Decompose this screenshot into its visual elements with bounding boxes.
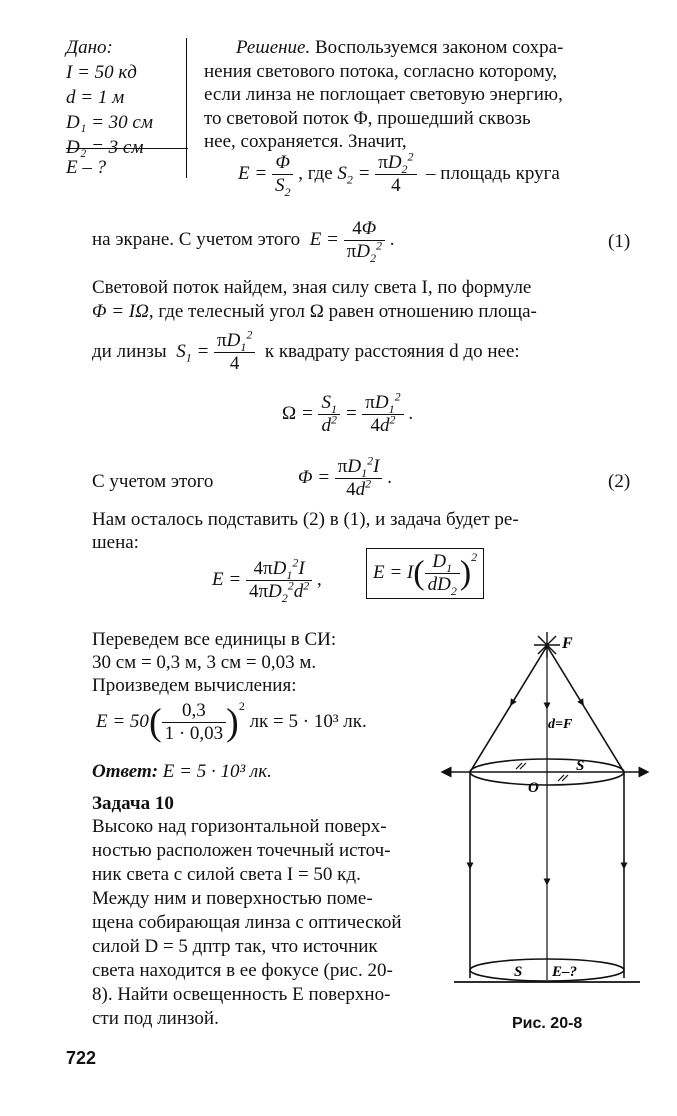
screen-text: на экране. С учетом этого [92, 228, 301, 250]
given-find: E – ? [66, 157, 107, 178]
answer-line [92, 760, 272, 784]
problem10-title: Задача 10 [92, 793, 174, 814]
figure-caption: Рис. 20-8 [512, 1015, 583, 1032]
formula-eq1: на экране. С учетом этого E = $\frac{4\Phi}{\pi D_2^2}$ . [92, 218, 395, 265]
where-text: , где [298, 162, 333, 184]
formula-eq2: Φ = $\frac{\pi D_1^2I}{4d^2}$ . [298, 453, 392, 500]
ray-right [547, 646, 624, 772]
fraction-result-boxed: $\frac{D_1}{dD_2}$ [425, 551, 460, 596]
label-spot-area: S [514, 964, 523, 980]
given-spot-diameter: D₂ = 3 см [66, 137, 144, 158]
fraction-flux: $\frac{\pi D_1^2I}{4d^2}$ [335, 456, 383, 501]
page-number: 722 [66, 1048, 97, 1068]
label-illuminance: E–? [552, 964, 578, 980]
given-distance: d = 1 м [66, 87, 125, 108]
flux-line2 [92, 300, 537, 324]
flux-formula: Φ = IΩ [92, 301, 149, 322]
si-line1: Переведем все единицы в СИ: [92, 629, 337, 650]
formula-illuminance-def: E = $\frac{\Phi}{S_2}$ , где $S_2$ = $\frac{\pi D_2^2}{4}$ – площадь круга [238, 149, 560, 199]
answer-label: Ответ: [92, 761, 159, 782]
with-this-text: С учетом этого [92, 471, 214, 492]
given-divider-horizontal [66, 148, 188, 149]
fraction-area-s1: $\frac{\pi D_1^2}{4}$ [214, 330, 255, 375]
problem10-line: ник света с силой света I = 50 кд. [92, 864, 361, 885]
figure-lens-diagram [440, 620, 650, 1000]
flux-line2-text: , где телесный угол Ω равен отношению площа- [148, 301, 537, 322]
label-focus: F [562, 635, 573, 652]
fraction-result-full: $\frac{4\pi D_1^2I}{4\pi D_2^2d^2}$ [246, 558, 312, 603]
lens-area-text-a: ди линзы [92, 340, 167, 362]
fraction-solid-angle: $\frac{\pi D_1^2}{4d^2}$ [362, 392, 403, 437]
formula-result-boxed: E = I( $\frac{D_1}{dD_2}$ )$^2$ [366, 548, 484, 599]
problem10-line: щена собирающая линза с оптической [92, 912, 402, 933]
formula-solid-angle: Ω = $\frac{S_1}{d^2}$ = $\frac{\pi D_1^2}{4d^2}$ . [282, 389, 414, 436]
fraction-phi-over-s2: $\frac{\Phi}{S_2}$ [272, 152, 294, 197]
fraction-calculation: $\frac{0,3}{1 \cdot 0,03}$ [162, 700, 227, 745]
solution-label: Решение. [236, 37, 311, 58]
solution-intro-line5: нее, сохраняется. Значит, [204, 131, 407, 152]
problem10-text [92, 815, 440, 1031]
problem10-line: ностью расположен точечный источ- [92, 840, 391, 861]
problem10-line: света находится в ее фокусе (рис. 20- [92, 960, 393, 981]
given-header: Дано: [66, 37, 113, 58]
problem10-line: Высоко над горизонтальной поверх- [92, 816, 387, 837]
formula-calculation: E = 50( $\frac{0,3}{1 \cdot 0,03}$ )$^2$ лк = 5 · 10³ лк. [96, 699, 367, 744]
label-lens-area: S [576, 758, 585, 774]
solution-intro-line4: то световой поток Φ, прошедший сквозь [204, 108, 531, 129]
solution-intro-text1: Воспользуемся законом сохра- [315, 37, 564, 58]
subst-line2: шена: [92, 532, 139, 553]
equation-number-1: (1) [608, 231, 631, 252]
formula-lens-area: ди линзы $S_1$ = $\frac{\pi D_1^2}{4}$ к квадрату расстояния d до нее: [92, 327, 520, 374]
given-intensity: I = 50 кд [66, 62, 137, 83]
problem10-line: 8). Найти освещенность E поверхно- [92, 984, 391, 1005]
subst-line1: Нам осталось подставить (2) в (1), и задача будет ре- [92, 509, 519, 530]
flux-line1: Световой поток найдем, зная силу света I, по формуле [92, 277, 532, 298]
solution-intro-line1 [236, 36, 563, 60]
given-block [66, 36, 186, 161]
lens-area-text-b: к квадрату расстояния d до нее: [264, 340, 520, 362]
area-text: – площадь круга [426, 162, 560, 184]
given-divider-vertical [186, 38, 187, 178]
label-lens-center: O [528, 780, 539, 796]
problem10-line: Между ним и поверхностью поме- [92, 888, 373, 909]
fraction-s1-over-d2: $\frac{S_1}{d^2}$ [318, 392, 340, 437]
ray-left [470, 646, 547, 772]
calc-lhs: E = 50 [96, 710, 149, 732]
given-lens-diameter: D₁ = 30 см [66, 112, 153, 133]
calc-rhs: лк = 5 · 10³ лк. [249, 710, 367, 732]
problem10-line: сти под линзой. [92, 1008, 219, 1029]
calc-line: Произведем вычисления: [92, 675, 297, 696]
solution-intro-line3: если линза не поглощает световую энергию, [204, 84, 563, 105]
label-distance-focus: d=F [548, 717, 573, 732]
problem10-line: силой D = 5 дптр так, что источник [92, 936, 378, 957]
formula-result: E = $\frac{4\pi D_1^2I}{4\pi D_2^2d^2}$ , [212, 555, 322, 605]
answer-value: E = 5 · 10³ лк. [162, 761, 272, 782]
equation-number-2: (2) [608, 471, 631, 492]
fraction-area-s2: $\frac{\pi D_2^2}{4}$ [375, 152, 416, 197]
si-line2: 30 см = 0,3 м, 3 см = 0,03 м. [92, 652, 317, 673]
solution-intro-line2: нения светового потока, согласно которому, [204, 61, 558, 82]
fraction-4phi: $\frac{4\Phi}{\pi D_2^2}$ [344, 218, 385, 263]
